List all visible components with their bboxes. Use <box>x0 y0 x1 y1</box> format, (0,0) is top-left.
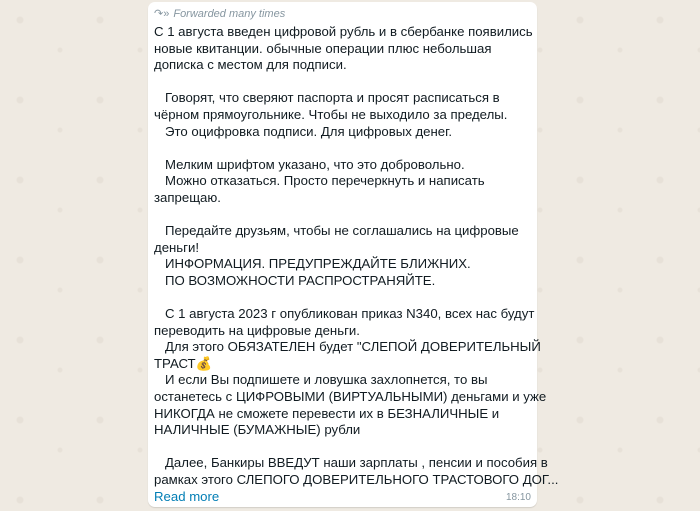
message-timestamp: 18:10 <box>505 492 531 503</box>
message-line: НИКОГДА не сможете перевести их в БЕЗНАЛИЧНЫЕ и <box>154 405 500 421</box>
message-line: останетесь с ЦИФРОВЫМИ (ВИРТУАЛЬНЫМИ) деньгами и уже <box>154 389 547 405</box>
message-line: Для этого ОБЯЗАТЕЛЕН будет "СЛЕПОЙ ДОВЕРИТЕЛЬНЫЙ <box>154 339 541 355</box>
message-line: НАЛИЧНЫЕ (БУМАЖНЫЕ) рубли <box>154 422 361 438</box>
message-line: ПО ВОЗМОЖНОСТИ РАСПРОСТРАНЯЙТЕ. <box>154 272 436 288</box>
message-line: ИНФОРМАЦИЯ. ПРЕДУПРЕЖДАЙТЕ БЛИЖНИХ. <box>154 256 471 272</box>
message-line <box>154 290 531 307</box>
message-line <box>154 140 531 157</box>
message-line: Можно отказаться. Просто перечеркнуть и написать <box>154 173 485 189</box>
message-line: С 1 августа 2023 г опубликован приказ N340, всех нас будут <box>154 306 535 322</box>
message-line <box>154 207 531 224</box>
message-line: С 1 августа введен цифровой рубль и в сбербанке появились <box>154 24 533 39</box>
message-line <box>154 439 531 456</box>
message-line: рамках этого СЛЕПОГО ДОВЕРИТЕЛЬНОГО ТРАСТОВОГО ДОГ... <box>154 472 559 488</box>
message-line: Передайте друзьям, чтобы не соглашались на цифровые <box>154 223 519 239</box>
message-line: запрещаю. <box>154 189 221 205</box>
message-line: ТРАСТ💰 <box>154 355 213 371</box>
message-line: новые квитанции. обычные операции плюс небольшая <box>154 40 492 56</box>
message-line: Это оцифровка подписи. Для цифровых денег. <box>154 123 452 139</box>
message-line: переводить на цифровые деньги. <box>154 322 360 338</box>
message-line: Далее, Банкиры ВВЕДУТ наши зарплаты , пенсии и пособия в <box>154 455 548 471</box>
message-line <box>154 74 531 91</box>
forwarded-indicator <box>154 6 531 23</box>
forward-icon: ↷» <box>154 8 170 20</box>
message-line: И если Вы подпишете и ловушка захлопнется, то вы <box>154 372 488 388</box>
forwarded-label: Forwarded many times <box>173 8 286 20</box>
message-text <box>154 24 559 489</box>
read-more-link[interactable]: Read more <box>154 488 220 504</box>
message-line: деньги! <box>154 239 200 255</box>
message-bubble <box>148 2 559 507</box>
message-line: дописка с местом для подписи. <box>154 57 347 73</box>
message-line: Мелким шрифтом указано, что это добровольно. <box>154 156 465 172</box>
message-line: чёрном прямоугольнике. Чтобы не выходило за пределы. <box>154 106 508 122</box>
message-line: Говорят, что сверяют паспорта и просят расписаться в <box>154 90 500 106</box>
